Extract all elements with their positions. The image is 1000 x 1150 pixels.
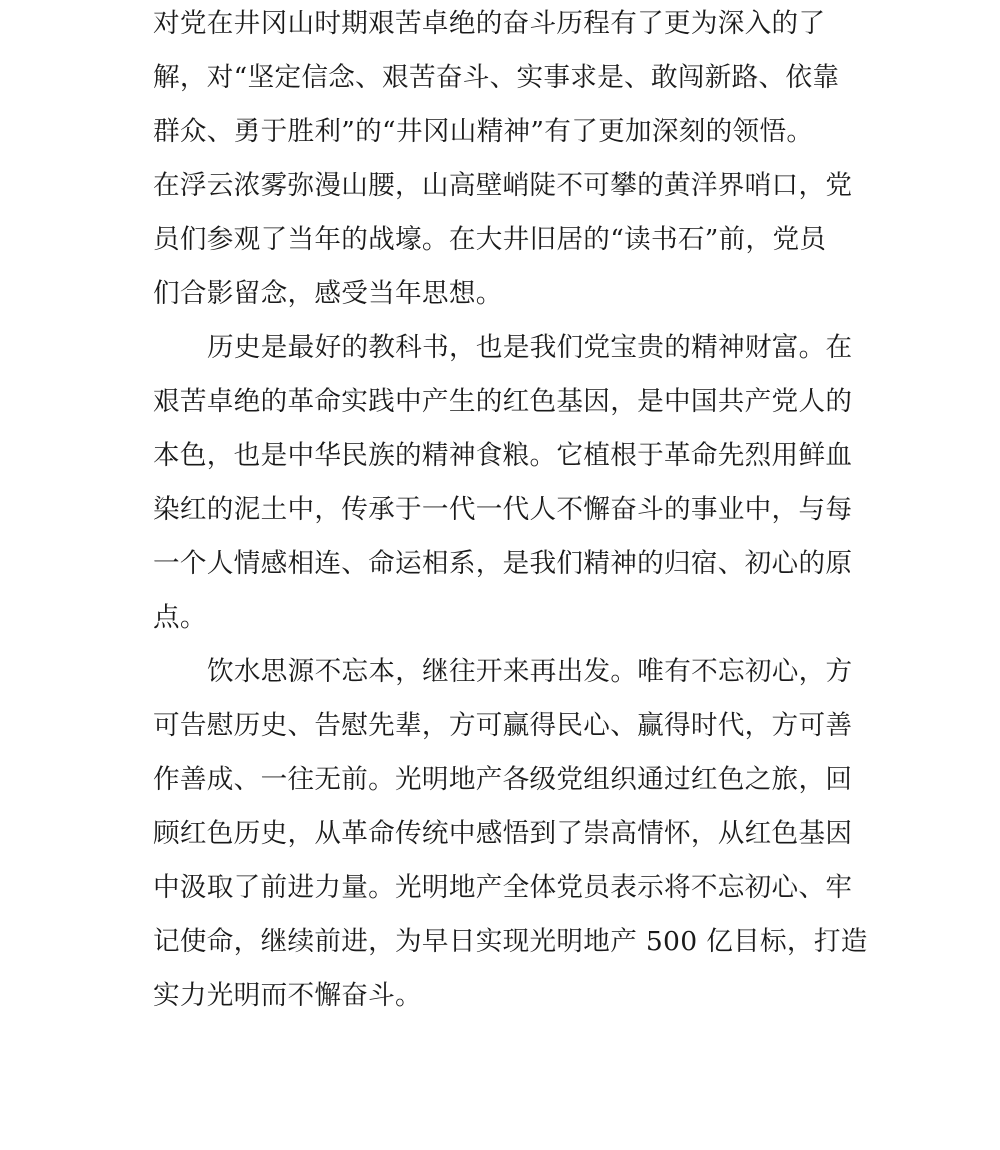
text-line: 们合影留念，感受当年思想。 <box>153 278 503 309</box>
text-line: 在浮云浓雾弥漫山腰，山高壁峭陡不可攀的黄洋界哨口，党 <box>153 170 853 201</box>
text-line: 艰苦卓绝的革命实践中产生的红色基因，是中国共产党人的 <box>153 386 853 417</box>
text-line: 解，对“坚定信念、艰苦奋斗、实事求是、敢闯新路、依靠 <box>153 62 840 93</box>
text-line: 染红的泥土中，传承于一代一代人不懈奋斗的事业中，与每 <box>153 494 853 525</box>
text-line: 一个人情感相连、命运相系，是我们精神的归宿、初心的原 <box>153 548 853 579</box>
paragraph-3 <box>153 645 868 1023</box>
text-line: 中汲取了前进力量。光明地产全体党员表示将不忘初心、牢 <box>153 872 853 903</box>
text-line: 员们参观了当年的战壕。在大井旧居的“读书石”前，党员 <box>153 224 827 255</box>
text-line: 可告慰历史、告慰先辈，方可赢得民心、赢得时代，方可善 <box>153 710 853 741</box>
text-line: 群众、勇于胜利”的“井冈山精神”有了更加深刻的领悟。 <box>153 116 814 147</box>
text-line: 记使命，继续前进，为早日实现光明地产 500 亿目标，打造 <box>153 926 868 957</box>
text-line: 作善成、一往无前。光明地产各级党组织通过红色之旅，回 <box>153 764 853 795</box>
document-page <box>153 0 868 1023</box>
text-line: 历史是最好的教科书，也是我们党宝贵的精神财富。在 <box>207 332 853 363</box>
paragraph-1 <box>153 0 853 321</box>
paragraph-2 <box>153 321 853 645</box>
text-line: 对党在井冈山时期艰苦卓绝的奋斗历程有了更为深入的了 <box>153 8 826 39</box>
text-line: 点。 <box>153 602 207 633</box>
text-line: 顾红色历史，从革命传统中感悟到了崇高情怀，从红色基因 <box>153 818 853 849</box>
text-line: 本色，也是中华民族的精神食粮。它植根于革命先烈用鲜血 <box>153 440 853 471</box>
text-line: 饮水思源不忘本，继往开来再出发。唯有不忘初心，方 <box>207 656 853 687</box>
text-line: 实力光明而不懈奋斗。 <box>153 980 422 1011</box>
